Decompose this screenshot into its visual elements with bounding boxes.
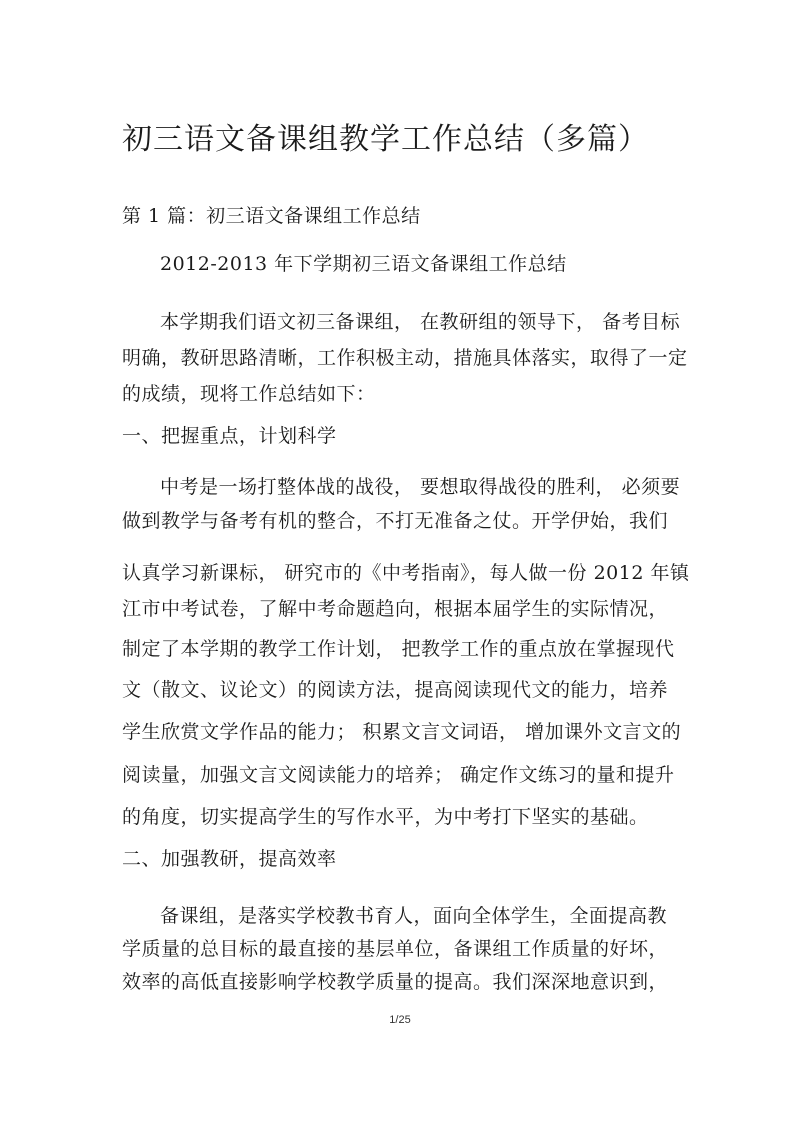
paragraph-line: 效率的高低直接影响学校教学质量的提高。我们深深地意识到， (122, 971, 669, 993)
document-title: 初三语文备课组教学工作总结（多篇） (122, 122, 649, 157)
paragraph-line: 文（散文、议论文）的阅读方法，提高阅读现代文的能力，培养 (122, 679, 669, 701)
section-heading: 一、把握重点，计划科学 (122, 425, 337, 447)
paragraph-line: 中考是一场打整体战的战役， 要想取得战役的胜利， 必须要 (160, 476, 681, 498)
paragraph-line: 学生欣赏文学作品的能力； 积累文言文词语， 增加课外文言文的 (122, 721, 682, 743)
paragraph-line: 学质量的总目标的最直接的基层单位，备课组工作质量的好坏， (122, 938, 669, 960)
paragraph-line: 阅读量，加强文言文阅读能力的培养； 确定作文练习的量和提升 (122, 764, 675, 786)
section-heading: 二、加强教研，提高效率 (122, 848, 337, 870)
chapter-heading: 第 1 篇：初三语文备课组工作总结 (122, 205, 421, 227)
paragraph-line: 备课组，是落实学校教书育人，面向全体学生，全面提高教 (160, 905, 668, 927)
paragraph-line: 认真学习新课标， 研究市的《中考指南》，每人做一份 2012 年镇 (122, 562, 690, 584)
paragraph-line: 制定了本学期的教学工作计划， 把教学工作的重点放在掌握现代 (122, 638, 675, 660)
subtitle: 2012-2013 年下学期初三语文备课组工作总结 (160, 253, 567, 275)
page-number: 1/25 (389, 1014, 411, 1026)
paragraph-line: 本学期我们语文初三备课组， 在教研组的领导下， 备考目标 (160, 311, 681, 333)
paragraph-line: 的角度，切实提高学生的写作水平，为中考打下坚实的基础。 (122, 806, 649, 828)
paragraph-line: 做到教学与备考有机的整合，不打无准备之仗。开学伊始，我们 (122, 510, 669, 532)
paragraph-line: 的成绩，现将工作总结如下： (122, 383, 376, 405)
paragraph-line: 明确，教研思路清晰，工作积极主动，措施具体落实，取得了一定 (122, 347, 688, 369)
paragraph-line: 江市中考试卷，了解中考命题趋向，根据本届学生的实际情况， (122, 598, 669, 620)
